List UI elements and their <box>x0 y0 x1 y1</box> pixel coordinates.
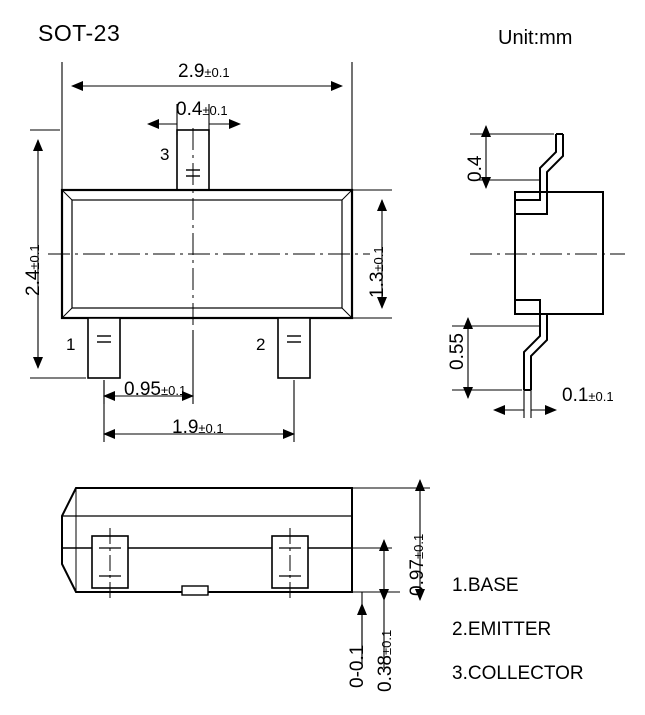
dim-label-side-0p55: 0.55 <box>447 333 468 370</box>
legend-item-emitter: 2.EMITTER <box>452 619 552 640</box>
pin-label-2: 2 <box>256 335 266 354</box>
dim-tol-1p9: ±0.1 <box>198 421 224 436</box>
dim-tol-0p4-lead: ±0.1 <box>202 103 228 118</box>
dim-tol-2p4: ±0.1 <box>27 244 42 270</box>
dim-tol-2p9: ±0.1 <box>204 65 230 80</box>
top-view-geometry <box>48 128 370 378</box>
dim-label-side-0p1 <box>562 386 614 405</box>
front-view-geometry <box>62 488 352 600</box>
side-view-geometry <box>470 134 625 390</box>
dim-tol-0p38: ±0.1 <box>379 629 394 656</box>
dim-value-1p3: 1.3 <box>367 271 388 298</box>
dim-label-1p3 <box>368 246 387 298</box>
dim-tol-0p95: ±0.1 <box>160 383 187 398</box>
dim-label-2p4 <box>24 244 43 296</box>
dim-value-0p97: 0.97 <box>407 559 428 596</box>
dim-tol-1p3: ±0.1 <box>371 246 386 272</box>
dim-label-0p4-lead <box>176 100 228 119</box>
dim-label-1p9 <box>172 418 224 437</box>
dim-label-0p97 <box>408 534 427 596</box>
pin-label-1: 1 <box>66 335 76 354</box>
dim-value-0p1: 0.1 <box>562 385 589 406</box>
dim-tol-0p1: ±0.1 <box>588 389 614 404</box>
dim-value-2p9: 2.9 <box>178 61 205 82</box>
legend-item-base: 1.BASE <box>452 575 519 596</box>
dim-label-0-0p1: 0-0.1 <box>347 644 368 688</box>
dim-value-0p38: 0.38 <box>375 655 396 692</box>
dim-value-1p9: 1.9 <box>172 417 199 438</box>
dim-side-0p1 <box>494 388 556 418</box>
dim-label-0p95 <box>124 380 186 399</box>
unit-note: Unit:mm <box>498 27 573 49</box>
pin-label-3: 3 <box>160 145 170 164</box>
page-title: SOT-23 <box>38 20 121 46</box>
dim-value-2p4: 2.4 <box>23 269 44 296</box>
dim-label-0p38 <box>376 630 395 692</box>
dim-value-0p95: 0.95 <box>124 379 161 400</box>
legend-item-collector: 3.COLLECTOR <box>452 663 584 684</box>
dim-label-side-0p4: 0.4 <box>465 155 486 182</box>
dim-value-0p4-lead: 0.4 <box>176 99 203 120</box>
dim-tol-0p97: ±0.1 <box>411 533 426 560</box>
dim-label-2p9 <box>178 62 230 81</box>
